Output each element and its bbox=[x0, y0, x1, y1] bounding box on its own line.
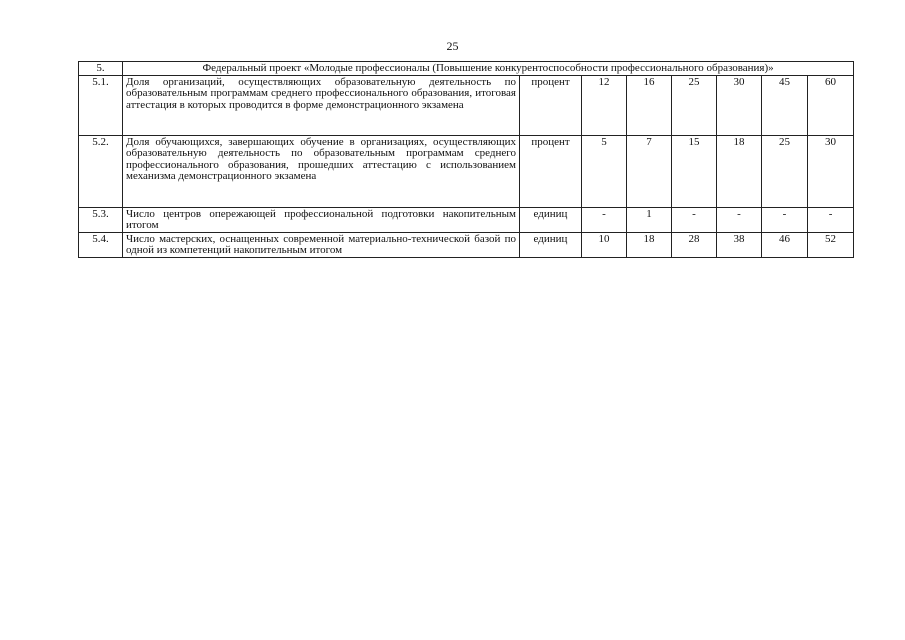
row-description: Число центров опережающей профессиональной подготовки накопительным итогом bbox=[123, 207, 520, 232]
row-value: 25 bbox=[762, 135, 808, 207]
row-description: Число мастерских, оснащенных современной материально-технической базой по одной из компетенций накопительным итогом bbox=[123, 232, 520, 257]
row-value: 12 bbox=[582, 75, 627, 135]
row-value: 18 bbox=[627, 232, 672, 257]
row-description: Доля организаций, осуществляющих образовательную деятельность по образовательным программам среднего профессионального образования, итоговая аттестация в которых проводится в форме демонстрационного экзамена bbox=[123, 75, 520, 135]
row-value: 46 bbox=[762, 232, 808, 257]
section-number: 5. bbox=[79, 62, 123, 76]
row-value: 1 bbox=[627, 207, 672, 232]
row-unit: процент bbox=[520, 135, 582, 207]
page-number: 25 bbox=[446, 39, 459, 53]
table-header-row bbox=[79, 62, 854, 76]
row-value: 16 bbox=[627, 75, 672, 135]
row-description: Доля обучающихся, завершающих обучение в организациях, осуществляющих образовательную деятельность по образовательным программам среднего профессионального образования, прошедших аттестацию с использованием механизма демонстрационного экзамена bbox=[123, 135, 520, 207]
row-value: - bbox=[762, 207, 808, 232]
table-row bbox=[79, 135, 854, 207]
table-row bbox=[79, 232, 854, 257]
row-value: 30 bbox=[808, 135, 854, 207]
row-unit: процент bbox=[520, 75, 582, 135]
row-value: 38 bbox=[717, 232, 762, 257]
row-value: - bbox=[672, 207, 717, 232]
row-value: 7 bbox=[627, 135, 672, 207]
row-number: 5.1. bbox=[79, 75, 123, 135]
row-value: - bbox=[582, 207, 627, 232]
row-unit: единиц bbox=[520, 232, 582, 257]
row-value: 28 bbox=[672, 232, 717, 257]
row-value: 18 bbox=[717, 135, 762, 207]
section-title: Федеральный проект «Молодые профессионалы (Повышение конкурентоспособности профессионального образования)» bbox=[123, 62, 854, 76]
row-value: 25 bbox=[672, 75, 717, 135]
row-value: 15 bbox=[672, 135, 717, 207]
row-value: - bbox=[717, 207, 762, 232]
row-value: 10 bbox=[582, 232, 627, 257]
row-value: - bbox=[808, 207, 854, 232]
indicators-table bbox=[78, 61, 854, 258]
table-row bbox=[79, 75, 854, 135]
row-number: 5.2. bbox=[79, 135, 123, 207]
row-value: 52 bbox=[808, 232, 854, 257]
row-value: 45 bbox=[762, 75, 808, 135]
row-number: 5.3. bbox=[79, 207, 123, 232]
row-value: 5 bbox=[582, 135, 627, 207]
table-row bbox=[79, 207, 854, 232]
row-unit: единиц bbox=[520, 207, 582, 232]
row-value: 30 bbox=[717, 75, 762, 135]
row-value: 60 bbox=[808, 75, 854, 135]
row-number: 5.4. bbox=[79, 232, 123, 257]
